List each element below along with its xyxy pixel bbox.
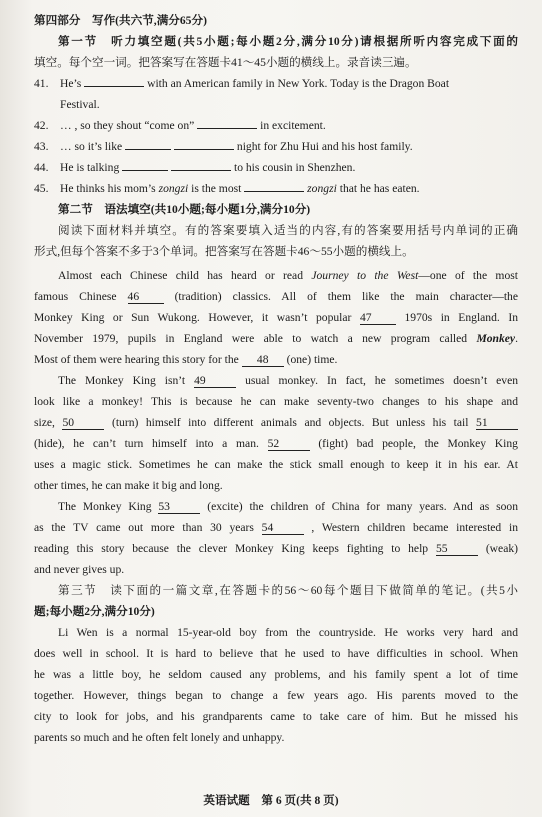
reading-line1: Li Wen is a normal 15-year-old boy from the countryside. He works very hard and (58, 626, 518, 639)
answer-blank-46[interactable]: 46 (128, 290, 164, 304)
answer-blank-43b[interactable] (174, 149, 234, 150)
answer-blank-45[interactable] (244, 191, 304, 192)
sec2-instruction: 阅读下面材料并填空。有的答案要填入适当的内容,有的答案要用括号内单词的正确 (58, 224, 518, 237)
sec3-heading: 第三节 读下面的一篇文章,在答题卡的56～60每个题目下做简单的笔记。(共5小 (58, 584, 518, 597)
passage1-line5: Most of them were hearing this story for the 48 (one) time. (34, 353, 338, 366)
answer-blank-44a[interactable] (122, 170, 168, 171)
passage2-line1: The Monkey King isn’t 49 usual monkey. In fact, he sometimes doesn’t even (58, 374, 519, 387)
passage2-line5: uses a magic stick. Sometimes he can make the stick small enough to keep it in his ear. At (34, 458, 518, 471)
question-44: 44. He is talking to his cousin in Shenzhen. (34, 161, 356, 174)
answer-blank-50[interactable]: 50 (62, 416, 104, 430)
passage1-line1: Almost each Chinese child has heard or read Journey to the West—one of the most (58, 269, 518, 282)
question-41: 41. He’s with an American family in New York. Today is the Dragon Boat (34, 77, 450, 90)
passage2-line6: other times, he can make it big and long. (34, 479, 223, 492)
reading-line4: together. However, things began to change a few years ago. His parents moved to the (34, 689, 518, 702)
answer-blank-51[interactable]: 51 (476, 416, 518, 430)
passage2-line3: size, 50 (turn) himself into different animals and objects. But unless his tail 51 (34, 412, 518, 433)
answer-blank-49[interactable]: 49 (194, 374, 236, 388)
answer-blank-42[interactable] (197, 128, 257, 129)
answer-blank-47[interactable]: 47 (360, 311, 396, 325)
answer-blank-54[interactable]: 54 (262, 521, 304, 535)
passage1-line3: Monkey King or Sun Wukong. However, it wasn’t popular 47 1970s in England. In (34, 311, 518, 324)
sec2-instruction-cont: 形式,但每个答案不多于3个单词。把答案写在答题卡46～55小题的横线上。 (34, 245, 414, 258)
question-45: 45. He thinks his mom’s zongzi is the most zongzi that he has eaten. (34, 182, 420, 195)
question-42: 42. … , so they shout “come on” in excitement. (34, 119, 326, 132)
passage2-line2: look like a monkey! This is because he can make seventy-two changes to his shape and (34, 395, 518, 408)
answer-blank-41[interactable] (84, 86, 144, 87)
question-41-cont: Festival. (60, 98, 100, 111)
answer-blank-43a[interactable] (125, 149, 171, 150)
sec3-heading-cont: 题;每小题2分,满分10分) (34, 605, 155, 618)
answer-blank-53[interactable]: 53 (158, 500, 200, 514)
sec2-heading: 第二节 语法填空(共10小题;每小题1分,满分10分) (58, 203, 311, 216)
passage3-line4: and never gives up. (34, 563, 125, 576)
answer-blank-48[interactable]: 48 (242, 353, 284, 367)
passage1-line2: famous Chinese 46 (tradition) classics. All of them like the main character—the (34, 290, 518, 303)
reading-line2: does well in school. It is hard to believe that he used to have difficulties in school. When (34, 647, 518, 660)
page-footer: 英语试题 第 6 页(共 8 页) (203, 794, 339, 807)
sec1-heading-cont: 填空。每个空一词。把答案写在答题卡41～45小题的横线上。录音读三遍。 (34, 56, 417, 69)
answer-blank-52[interactable]: 52 (268, 437, 310, 451)
passage3-line3: reading this story because the clever Monkey King keeps fighting to help 55 (weak) (34, 542, 518, 555)
reading-line6: parents so much and he often felt lonely and unhappy. (34, 731, 285, 744)
passage3-line1: The Monkey King 53 (excite) the children of China for many years. And as soon (58, 500, 518, 513)
sec1-heading: 第一节 听力填空题(共5小题;每小题2分,满分10分)请根据所听内容完成下面的 (58, 35, 518, 48)
passage3-line2: as the TV came out more than 30 years 54 , Western children became interested in (34, 521, 518, 534)
reading-line3: he was a little boy, he seldom caused any problems, and his family spent a lot of time (34, 668, 518, 681)
passage2-line4: (hide), he can’t turn himself into a man. 52 (fight) bad people, the Monkey King (34, 437, 518, 450)
answer-blank-55[interactable]: 55 (436, 542, 478, 556)
reading-line5: city to look for jobs, and his grandparents came to take care of him. But he missed his (34, 710, 518, 723)
passage1-line4: November 1979, pupils in England were able to watch a new program called Monkey. (34, 332, 518, 345)
part4-heading: 第四部分 写作(共六节,满分65分) (34, 14, 207, 27)
question-43: 43. … so it’s like night for Zhu Hui and his host family. (34, 140, 413, 153)
answer-blank-44b[interactable] (171, 170, 231, 171)
